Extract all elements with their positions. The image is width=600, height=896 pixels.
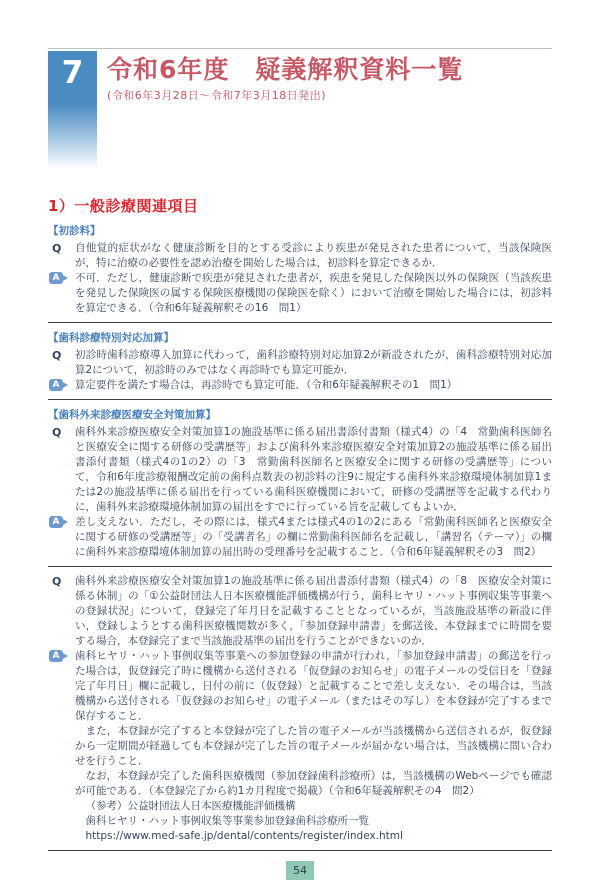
answer-text [75,515,552,560]
page-title: 令和6年度 疑義解釈資料一覧 [107,55,464,84]
answer-badge-icon: A [49,379,63,391]
question-label: Q [52,426,62,439]
qa-group-shoshinryo [48,223,552,323]
section-heading: 1）一般診療関連項目 [48,197,199,215]
answer-paragraph: 差し支えない．ただし，その際には，様式4または様式4の1の2にある「常勤歯科医師名と医療安全に関する研修の受講歴等」の「受講者名」の欄に常勤歯科医師名を記載し，「講習名（テーマ）」の欄に歯科外来診療環境体制加算の届出時の受理番号を記載すること．（令和6年疑義解釈その3 問2） [75,516,552,558]
answer-row [48,378,552,393]
question-label-col [48,241,75,271]
answer-label-col [48,515,75,560]
qa-category-heading: 【初診料】 [48,225,101,237]
page-number-badge: 54 [286,861,314,880]
divider [48,566,552,567]
qa-item [48,348,552,393]
divider [48,399,552,400]
answer-text [75,378,552,393]
qa-item [48,241,552,316]
qa-category-heading: 【歯科外来診療医療安全対策加算】 [48,409,216,421]
answer-row [48,649,552,844]
answer-row [48,271,552,316]
answer-badge-icon: A [49,516,63,528]
question-label: Q [52,349,62,362]
question-label-col [48,348,75,378]
divider [48,850,552,851]
question-text: 歯科外来診療医療安全対策加算1の施設基準に係る届出書添付書類（様式4）の「8 医療安全対策に係る体制」の「①公益財団法人日本医療機能評価機構が行う，歯科ヒヤリ・ハット事例収集等事業への登録状況」について，登録完了年月日を記載することとなっているが，当該施設基準の新設に伴い，登録しようとする歯科医療機関数が多く，「参加登録申請書」を郵送後，本登録までに時間を要する場合，本登録完了まで当該施設基準の届出を行うことができないのか． [75,575,552,647]
page-subtitle: (令和6年3月28日～令和7年3月18日発出) [107,89,327,102]
answer-paragraph: 不可．ただし，健康診断で疾患が発見された患者が，疾患を発見した保険医以外の保険医（当該疾患を発見した保険医の属する保険医療機関の保険医を除く）において治療を開始した場合には，初診料を算定できる．（令和6年疑義解釈その16 問1） [75,272,552,314]
answer-label-col [48,271,75,316]
reference-url-link[interactable]: https://www.med-safe.jp/dental/contents/register/index.html [85,830,403,842]
answer-paragraph: 算定要件を満たす場合は，再診時でも算定可能．（令和6年疑義解釈その1 問1） [75,379,458,391]
chapter-header [48,48,552,195]
question-row [48,348,552,378]
reference-note: （参考）公益財団法人日本医療機能評価機構 [85,800,296,812]
question-label-col [48,574,75,649]
question-text: 歯科外来診療医療安全対策加算1の施設基準に係る届出書添付書類（様式4）の「4 常勤歯科医師名と医療安全に関する研修の受講歴等」および歯科外来診療医療安全対策加算2の施設基準に係る届出書添付書類（様式4の1の2）の「3 常勤歯科医師名と医療安全に関する研修の受講歴等」について，令和6年度診療報酬改定前の歯科点数表の初診料の注9に規定する歯科外来診療環境体制加算1または2の施設基準に係る届出を行っている歯科医療機関において，研修の受講歴等を記載する代わりに，歯科外来診療環境体制加算の届出をすでに行っている旨を記載してもよいか． [75,426,552,513]
answer-text [75,271,552,316]
question-label: Q [52,575,62,588]
qa-group-iryo-anzen [48,407,552,851]
answer-text [75,649,552,844]
question-row [48,241,552,271]
answer-badge-icon: A [49,650,63,662]
qa-item [48,425,552,560]
chapter-number: 7 [61,55,84,91]
document-page [0,48,600,896]
answer-paragraph: また，本登録が完了すると本登録が完了した旨の電子メールが当該機構から送信されるが，仮登録から一定期間が経過しても本登録が完了した旨の電子メールが届かない場合は，当該機構に問い合わせを行うこと． [75,725,552,767]
answer-badge-icon: A [49,272,63,284]
title-block [97,49,463,103]
answer-paragraph: 歯科ヒヤリ・ハット事例収集等事業への参加登録の申請が行われ，「参加登録申請書」の郵送を行った場合は，仮登録完了時に機構から送付される「仮登録のお知らせ」の電子メールの受信日を「登録完了年月日」欄に記載し，日付の前に（仮登録）と記載することで差し支えない．その場合は，当該機構から送付される「仮登録のお知らせ」の電子メール（またはその写し）を本登録が完了するまで保存すること． [75,650,552,722]
question-row [48,574,552,649]
qa-group-tokubetsu-taio [48,330,552,400]
question-text: 自他覚的症状がなく健康診断を目的とする受診により疾患が発見された患者について，当該保険医が，特に治療の必要性を認め治療を開始した場合は，初診料を算定できるか． [75,242,552,269]
answer-row [48,515,552,560]
reference-list-title: 歯科ヒヤリ・ハット事例収集等事業参加登録歯科診療所一覧 [85,815,369,827]
question-row [48,425,552,515]
page-footer [48,859,552,880]
answer-paragraph: なお，本登録が完了した歯科医療機関（参加登録歯科診療所）は，当該機構のWebページでも確認が可能である．（本登録完了から約1カ月程度で掲載）（令和6年疑義解釈その4 問2） [75,770,552,797]
question-label-col [48,425,75,515]
question-text: 初診時歯科診療導入加算に代わって，歯科診療特別対応加算2が新設されたが，歯科診療特別対応加算2について，初診時のみではなく再診時でも算定可能か． [75,349,552,376]
question-label: Q [52,242,62,255]
qa-category-heading: 【歯科診療特別対応加算】 [48,332,174,344]
chapter-number-badge [48,51,97,169]
answer-label-col [48,649,75,844]
answer-label-col [48,378,75,393]
qa-item [48,574,552,844]
divider [48,322,552,323]
